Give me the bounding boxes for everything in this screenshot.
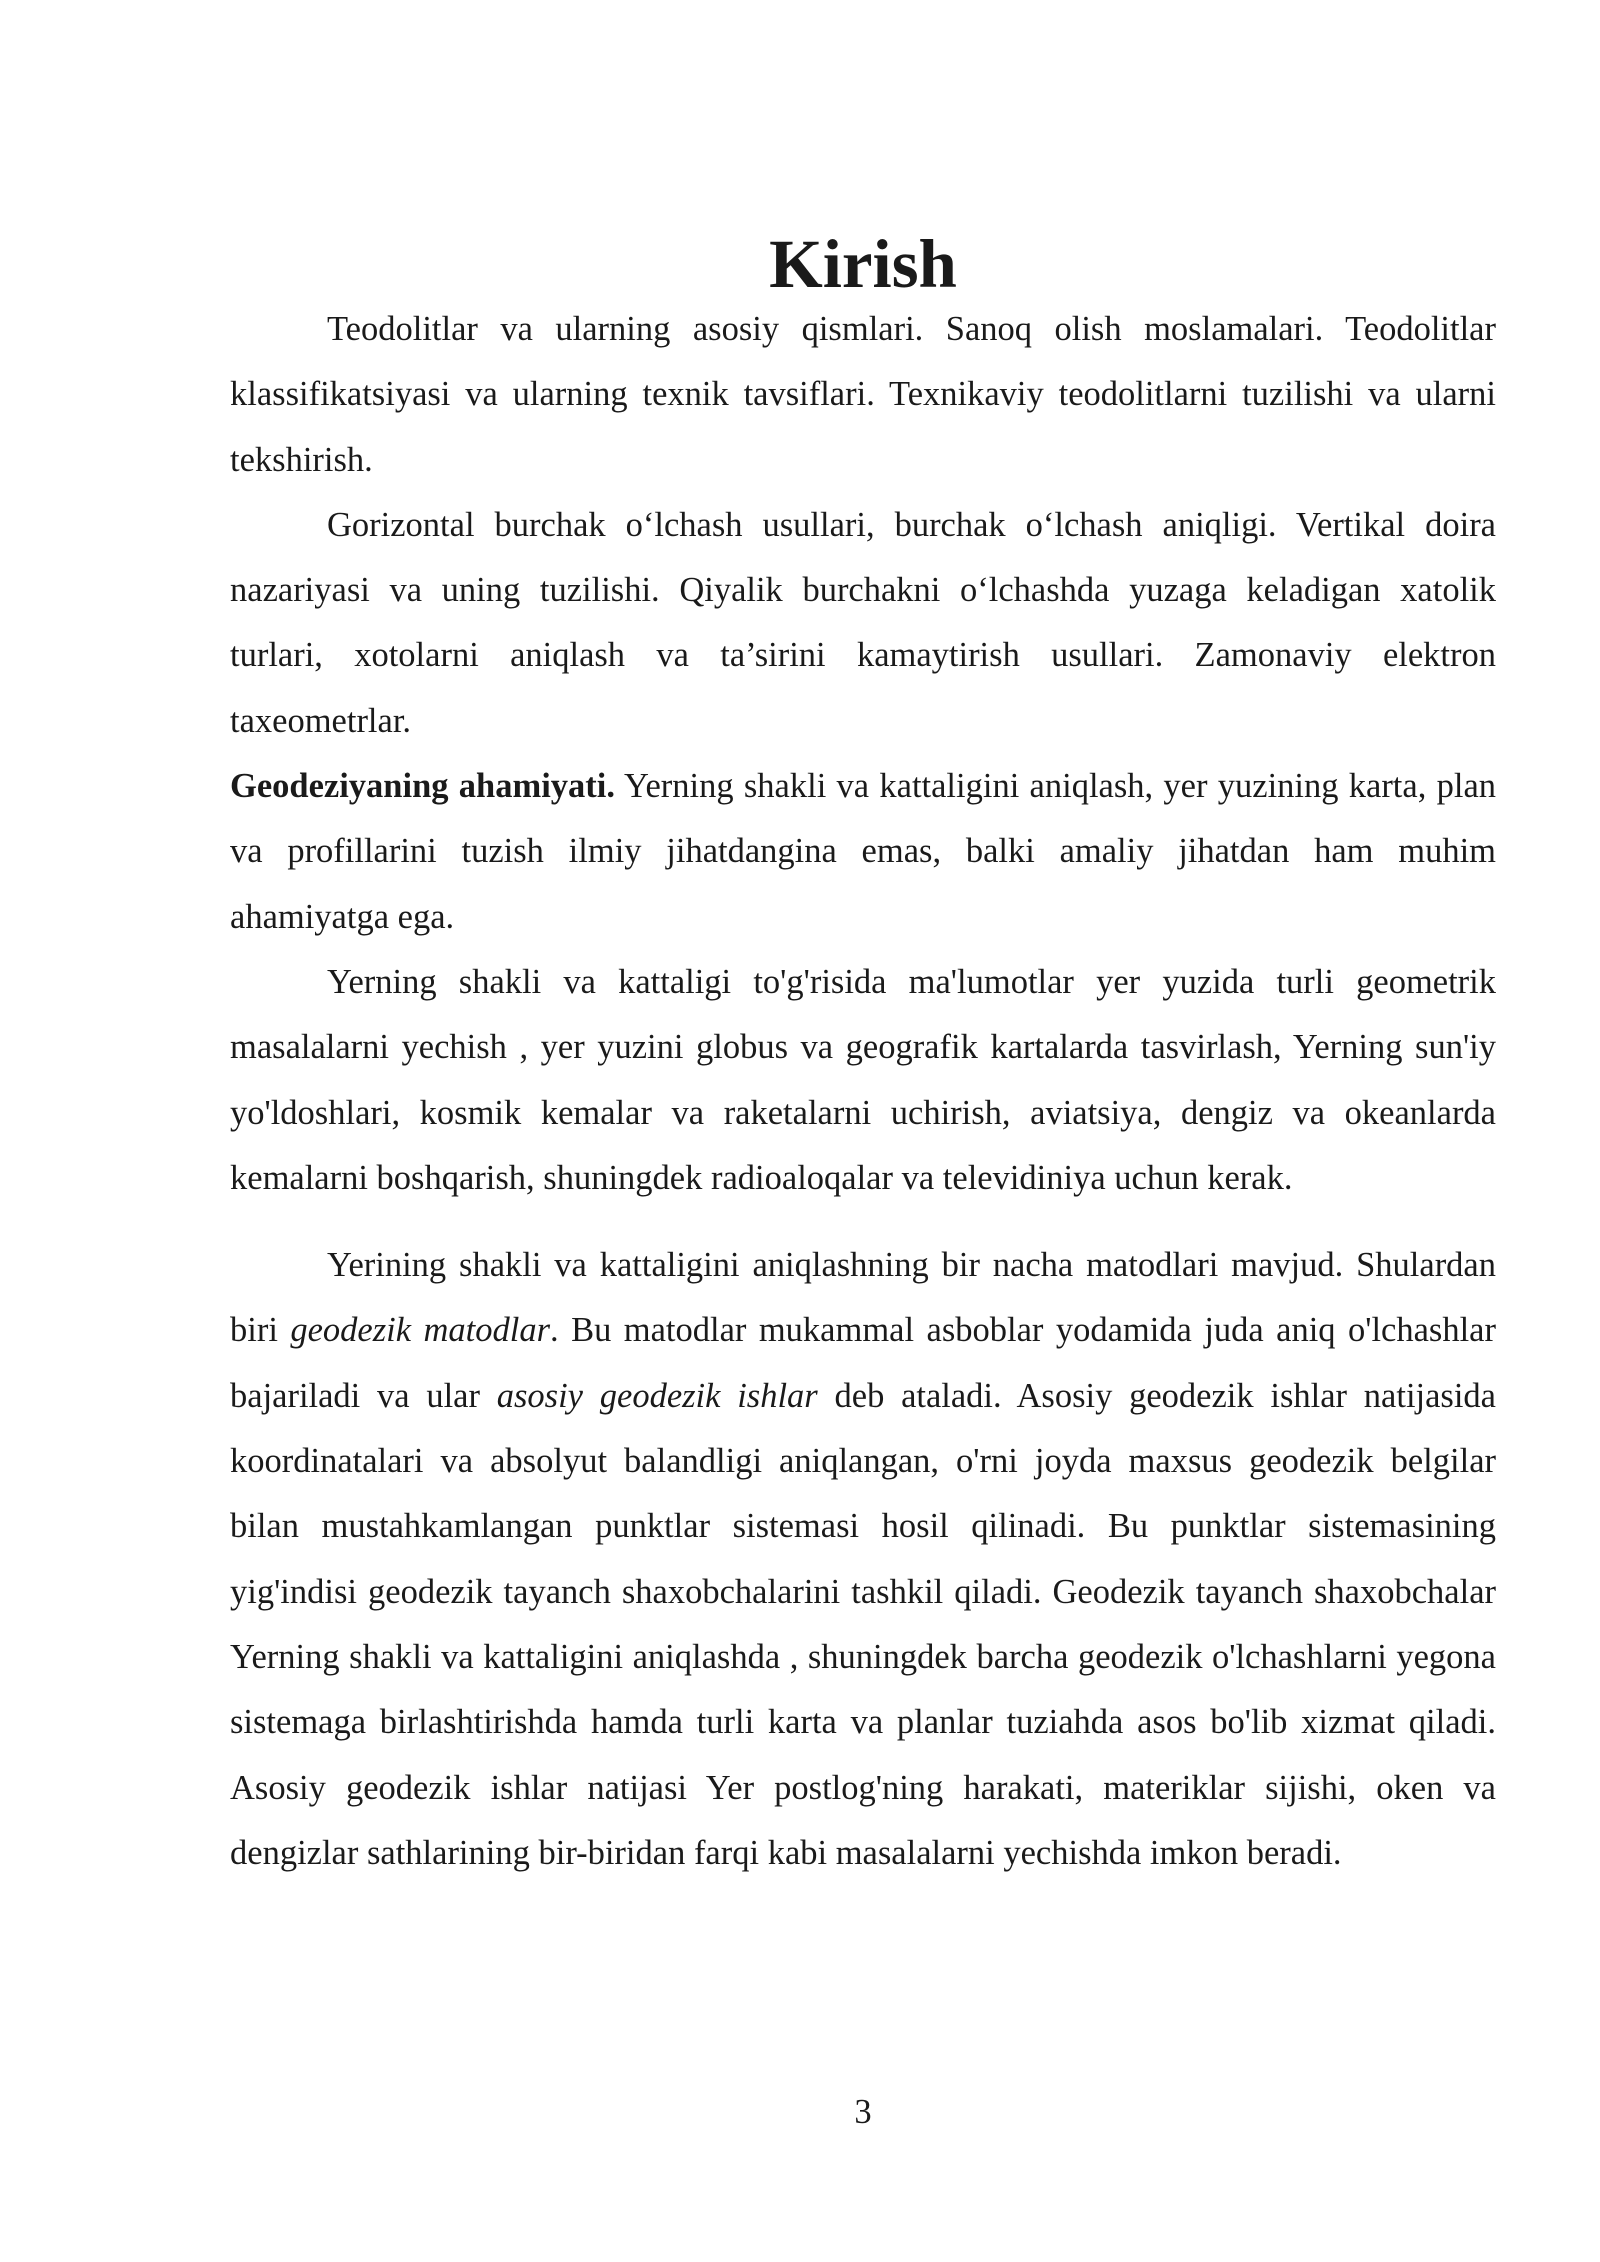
paragraph-angle-measurement: Gorizontal burchak o‘lchash usullari, burchak o‘lchash aniqligi. Vertikal doira nazariyasi va uning tuzilishi. Qiyalik burchakni o‘lchashda yuzaga keladigan xatolik turlari, xotolarni aniqlash va ta’sirini kamaytirish usullari. Zamonaviy elektron taxeometrlar. — [230, 505, 1496, 740]
emphasis-basic-geodetic-works: asosiy geodezik ishlar — [496, 1376, 818, 1415]
text-run: deb ataladi. Asosiy geodezik ishlar natijasida koordinatalari va absolyut balandligi aniqlangan, o'rni joyda maxsus geodezik belgilar bilan mustahkamlangan punktlar sistemasi hosil qilinadi. Bu punktlar sistemasining yig'indisi geodezik tayanch shaxobchalarini tashkil qiladi. Geodezik tayanch shaxobchalar Yerning shakli va kattaligini aniqlashda , shuningdek barcha geodezik o'lchashlarni yegona sistemaga birlashtirishda hamda turli karta va planlar tuziahda asos bo'lib xizmat qiladi. Asosiy geodezik ishlar natijasi Yer postlog'ning harakati, materiklar sijishi, oken va dengizlar sathlarining bir-biridan farqi kabi masalalarni yechishda imkon beradi. — [230, 1376, 1496, 1872]
emphasis-geodetic-methods: geodezik matodlar — [290, 1311, 551, 1350]
text-run: Yerining shakli va kattaligini aniqlashning bir nacha matodlari mavjud. Shulardan biri — [230, 1246, 1496, 1350]
paragraph-heading: Geodeziyaning ahamiyati. — [230, 767, 615, 806]
text-run: . Bu matodlar mukammal asboblar yodamida juda aniq o'lchashlar bajariladi va ular — [230, 1311, 1496, 1415]
paragraph-earth-shape-data: Yerning shakli va kattaligi to'g'risida ma'lumotlar yer yuzida turli geometrik masalalarni yechish , yer yuzini globus va geografik kartalarda tasvirlash, Yerning sun'iy yo'ldoshlari, kosmik kemalar va raketalarni uchirish, aviatsiya, dengiz va okeanlarda kemalarni boshqarish, shuningdek radioaloqalar va televidiniya uchun kerak. — [230, 962, 1496, 1197]
paragraph-importance-text: Yerning shakli va kattaligini aniqlash, yer yuzining karta, plan va profillarini tuzish ilmiy jihatdangina emas, balki amaliy jihatdan ham muhim ahamiyatga ega. — [230, 767, 1497, 936]
section-title: Kirish — [769, 226, 957, 302]
paragraph-geodetic-methods — [230, 1233, 1496, 1886]
paragraph-theodolites: Teodolitlar va ularning asosiy qismlari. Sanoq olish moslamalari. Teodolitlar klassifikatsiyasi va ularning texnik tavsiflari. Texnikaviy teodolitlarni tuzilishi va ularni tekshirish. — [230, 310, 1496, 479]
page-number: 3 — [854, 2093, 872, 2131]
paragraph-importance — [230, 754, 1496, 950]
document-body — [230, 226, 1497, 1886]
